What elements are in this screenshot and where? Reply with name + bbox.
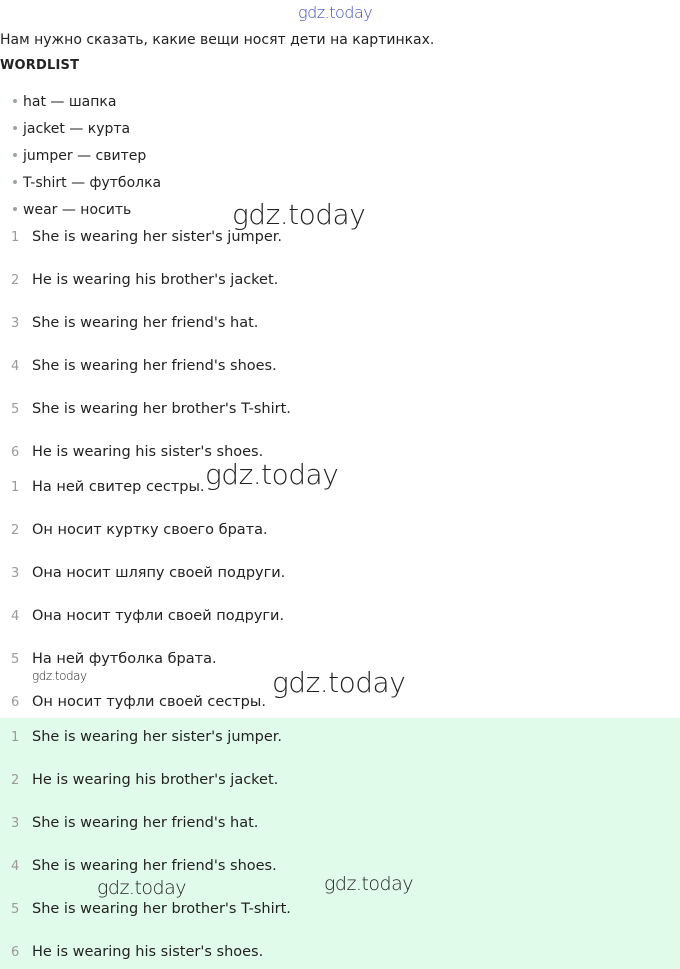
answer-ru-line <box>0 479 205 495</box>
bullet-icon <box>13 126 17 130</box>
answer-repeat-line <box>0 944 263 960</box>
answer-en-line <box>0 401 291 417</box>
bullet-icon <box>13 207 17 211</box>
answer-number: 6 <box>11 695 20 710</box>
answer-number: 2 <box>11 773 20 788</box>
answer-number: 4 <box>11 609 20 624</box>
answer-text: Она носит туфли своей подруги. <box>32 608 285 624</box>
wordlist-item <box>13 148 146 164</box>
answer-ru-line <box>0 522 268 538</box>
answer-ru-line <box>0 651 217 667</box>
bullet-icon <box>13 99 17 103</box>
answer-text: На ней свитер сестры. <box>32 479 205 495</box>
wordlist-item-text: wear — носить <box>23 202 132 218</box>
answer-text: She is wearing her sister's jumper. <box>32 729 283 745</box>
answer-text: He is wearing his sister's shoes. <box>32 944 264 960</box>
answer-text: She is wearing her brother's T-shirt. <box>32 901 291 917</box>
watermark: gdz.today <box>32 669 87 683</box>
answer-number: 5 <box>11 902 20 917</box>
watermark: gdz.today <box>205 458 339 491</box>
watermark: gdz.today <box>324 873 413 895</box>
wordlist-item <box>13 175 161 191</box>
answer-number: 4 <box>11 359 20 374</box>
answer-number: 1 <box>11 230 20 245</box>
bullet-icon <box>13 153 17 157</box>
answer-number: 6 <box>11 945 20 960</box>
answer-number: 5 <box>11 652 20 667</box>
answer-text: На ней футболка брата. <box>32 651 217 667</box>
watermark: gdz.today <box>272 666 406 699</box>
wordlist-item-text: jumper — свитер <box>23 148 147 164</box>
answer-number: 6 <box>11 445 20 460</box>
wordlist-item-text: T-shirt — футболка <box>23 175 162 191</box>
answer-text: Он носит куртку своего брата. <box>32 522 268 538</box>
answer-repeat-line <box>0 858 277 874</box>
answer-number: 2 <box>11 273 20 288</box>
answer-text: She is wearing her friend's shoes. <box>32 858 277 874</box>
answer-number: 2 <box>11 523 20 538</box>
bullet-icon <box>13 180 17 184</box>
answer-number: 3 <box>11 316 20 331</box>
wordlist-heading: WORDLIST <box>0 58 80 73</box>
watermark: gdz.today <box>97 877 186 899</box>
answer-text: She is wearing her friend's hat. <box>32 815 259 831</box>
answer-en-line <box>0 358 277 374</box>
answer-text: She is wearing her friend's hat. <box>32 315 259 331</box>
answer-text: He is wearing his sister's shoes. <box>32 444 264 460</box>
answer-text: He is wearing his brother's jacket. <box>32 772 279 788</box>
answer-text: She is wearing her sister's jumper. <box>32 229 283 245</box>
wordlist-item-text: hat — шапка <box>23 94 117 110</box>
answer-text: She is wearing her brother's T-shirt. <box>32 401 291 417</box>
answer-en-line <box>0 315 258 331</box>
answer-repeat-line <box>0 815 258 831</box>
wordlist-item <box>13 202 131 218</box>
answer-text: Он носит туфли своей сестры. <box>32 694 266 710</box>
answer-en-line <box>0 229 282 245</box>
answer-en-line <box>0 272 278 288</box>
answer-number: 5 <box>11 402 20 417</box>
answer-text: He is wearing his brother's jacket. <box>32 272 279 288</box>
wordlist-item-text: jacket — курта <box>23 121 131 137</box>
watermark-top: gdz.today <box>298 3 373 22</box>
answer-number: 1 <box>11 730 20 745</box>
answer-number: 4 <box>11 859 20 874</box>
answer-number: 3 <box>11 566 20 581</box>
wordlist-item <box>13 94 116 110</box>
answer-number: 3 <box>11 816 20 831</box>
answer-text: She is wearing her friend's shoes. <box>32 358 277 374</box>
answer-text: Она носит шляпу своей подруги. <box>32 565 286 581</box>
highlighted-answer-block <box>0 718 680 969</box>
task-description: Нам нужно сказать, какие вещи носят дети на картинках. <box>0 32 435 48</box>
answer-ru-line <box>0 694 266 710</box>
wordlist-item <box>13 121 130 137</box>
answer-number: 1 <box>11 480 20 495</box>
watermark: gdz.today <box>232 198 366 231</box>
answer-ru-line <box>0 608 284 624</box>
answer-repeat-line <box>0 729 282 745</box>
answer-ru-line <box>0 565 285 581</box>
answer-repeat-line <box>0 901 291 917</box>
answer-repeat-line <box>0 772 278 788</box>
